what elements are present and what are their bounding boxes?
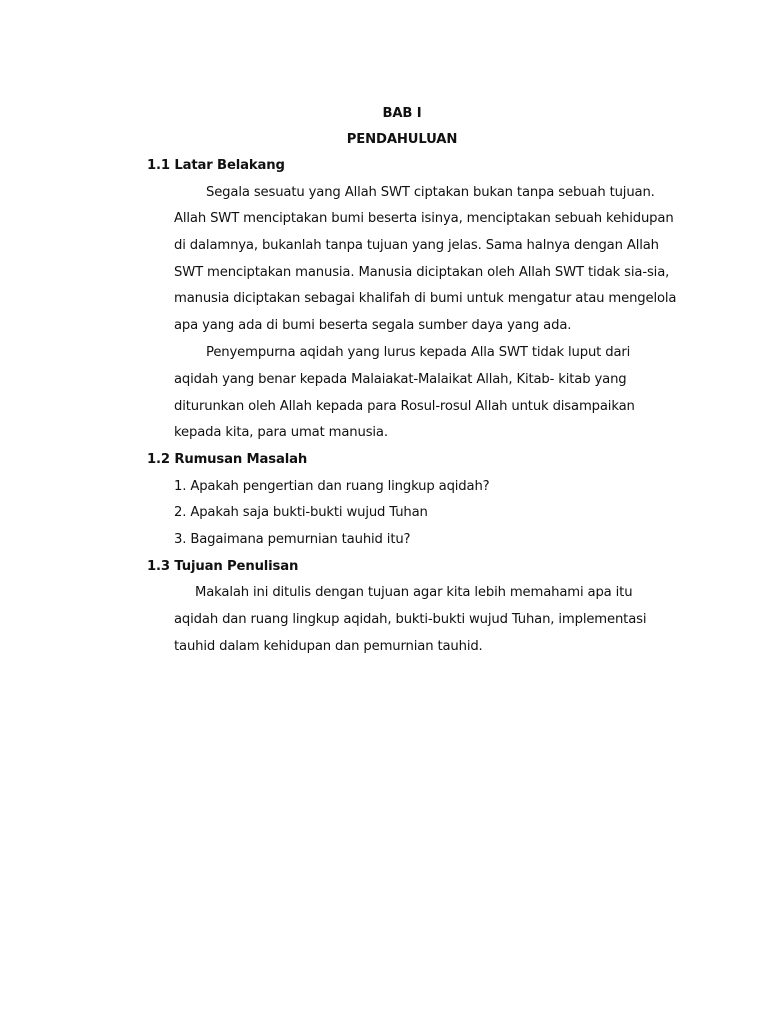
paragraph-line: Makalah ini ditulis dengan tujuan agar kita lebih memahami apa itu [195,585,633,600]
section-heading-latar-belakang: 1.1 Latar Belakang [147,158,285,173]
paragraph-line: aqidah yang benar kepada Malaiakat-Malaikat Allah, Kitab- kitab yang [174,372,627,387]
list-item: 2. Apakah saja bukti-bukti wujud Tuhan [174,505,428,520]
list-item: 3. Bagaimana pemurnian tauhid itu? [174,532,411,547]
section-heading-tujuan-penulisan: 1.3 Tujuan Penulisan [147,559,299,574]
paragraph-line: tauhid dalam kehidupan dan pemurnian tauhid. [174,639,483,654]
paragraph-line: di dalamnya, bukanlah tanpa tujuan yang jelas. Sama halnya dengan Allah [174,238,659,253]
paragraph-line: apa yang ada di bumi beserta segala sumber daya yang ada. [174,318,572,333]
paragraph-line: SWT menciptakan manusia. Manusia diciptakan oleh Allah SWT tidak sia-sia, [174,265,670,280]
paragraph-line: aqidah dan ruang lingkup aqidah, bukti-bukti wujud Tuhan, implementasi [174,612,647,627]
section-heading-rumusan-masalah: 1.2 Rumusan Masalah [147,452,308,467]
paragraph-line: Allah SWT menciptakan bumi beserta isinya, menciptakan sebuah kehidupan [174,211,674,226]
chapter-number: BAB I [382,106,422,121]
list-item: 1. Apakah pengertian dan ruang lingkup aqidah? [174,479,490,494]
paragraph-line: Penyempurna aqidah yang lurus kepada Alla SWT tidak luput dari [206,345,631,360]
paragraph-line: kepada kita, para umat manusia. [174,425,388,440]
paragraph-line: manusia diciptakan sebagai khalifah di bumi untuk mengatur atau mengelola [174,291,677,306]
paragraph-line: Segala sesuatu yang Allah SWT ciptakan bukan tanpa sebuah tujuan. [206,185,655,200]
chapter-title: PENDAHULUAN [346,132,458,147]
paragraph-line: diturunkan oleh Allah kepada para Rosul-rosul Allah untuk disampaikan [174,399,635,414]
